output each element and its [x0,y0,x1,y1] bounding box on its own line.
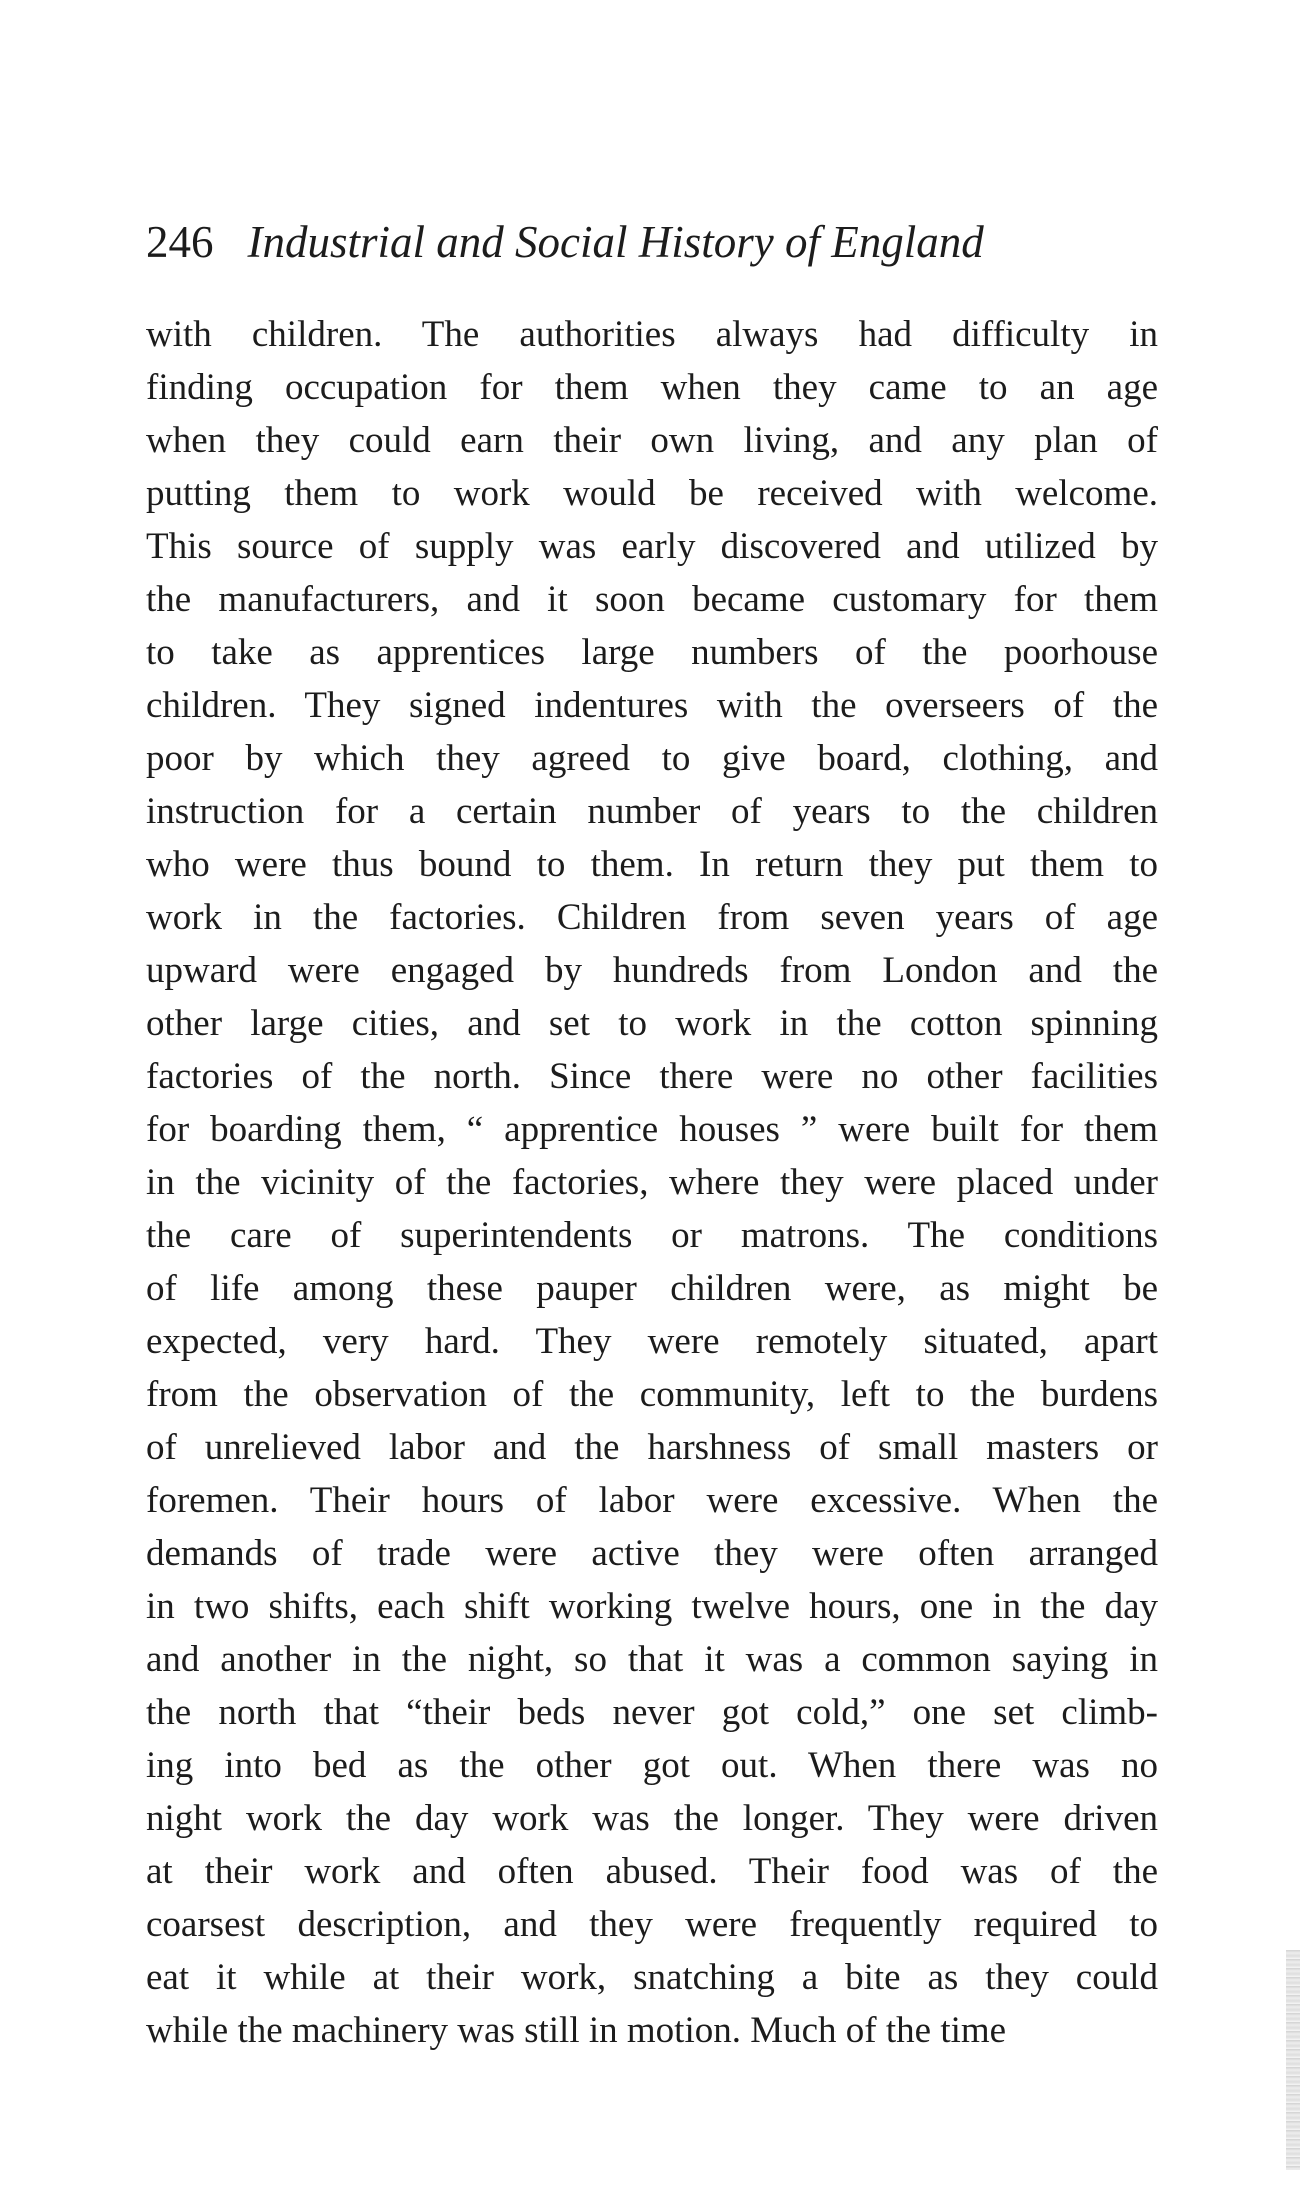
text-line: to take as apprentices large numbers of the poorhouse [146,632,1158,673]
text-line: while the machinery was still in motion. Much of the time [146,2010,1007,2051]
text-line: other large cities, and set to work in the cotton spinning [146,1003,1158,1044]
text-line: the manufacturers, and it soon became customary for them [146,579,1158,620]
text-line: in the vicinity of the factories, where they were placed under [146,1162,1158,1203]
text-line: foremen. Their hours of labor were excessive. When the [146,1480,1158,1521]
text-line: work in the factories. Children from seven years of age [146,897,1158,938]
text-line: upward were engaged by hundreds from London and the [146,950,1158,991]
text-line: when they could earn their own living, and any plan of [146,420,1158,461]
running-head [146,212,1156,272]
text-line: expected, very hard. They were remotely situated, apart [146,1321,1158,1362]
text-line: of life among these pauper children were, as might be [146,1268,1158,1309]
book-title: Industrial and Social History of England [247,217,984,267]
page-number: 246 [146,217,214,267]
text-line: finding occupation for them when they came to an age [146,367,1158,408]
text-line: This source of supply was early discovered and utilized by [146,526,1158,567]
text-line: at their work and often abused. Their food was of the [146,1851,1158,1892]
text-line: factories of the north. Since there were no other facilities [146,1056,1158,1097]
text-line: ing into bed as the other got out. When there was no [146,1745,1158,1786]
text-line: instruction for a certain number of years to the children [146,791,1158,832]
text-line: in two shifts, each shift working twelve hours, one in the day [146,1586,1158,1627]
text-line: the care of superintendents or matrons. The conditions [146,1215,1158,1256]
text-line: night work the day work was the longer. They were driven [146,1798,1158,1839]
text-line: with children. The authorities always had difficulty in [146,314,1158,355]
text-line: for boarding them, “ apprentice houses ” were built for them [146,1109,1158,1150]
text-line: poor by which they agreed to give board, clothing, and [146,738,1158,779]
text-line: the north that “their beds never got cold,” one set climb- [146,1692,1158,1733]
scan-edge-artifact [1286,1950,1300,2170]
body-text [146,308,1158,2057]
text-line: children. They signed indentures with the overseers of the [146,685,1158,726]
text-line: and another in the night, so that it was a common saying in [146,1639,1158,1680]
text-line: coarsest description, and they were frequently required to [146,1904,1158,1945]
text-line: demands of trade were active they were often arranged [146,1533,1158,1574]
text-line: putting them to work would be received with welcome. [146,473,1158,514]
text-line: of unrelieved labor and the harshness of small masters or [146,1427,1158,1468]
text-line: eat it while at their work, snatching a bite as they could [146,1957,1158,1998]
text-line: from the observation of the community, left to the burdens [146,1374,1158,1415]
text-line: who were thus bound to them. In return they put them to [146,844,1158,885]
